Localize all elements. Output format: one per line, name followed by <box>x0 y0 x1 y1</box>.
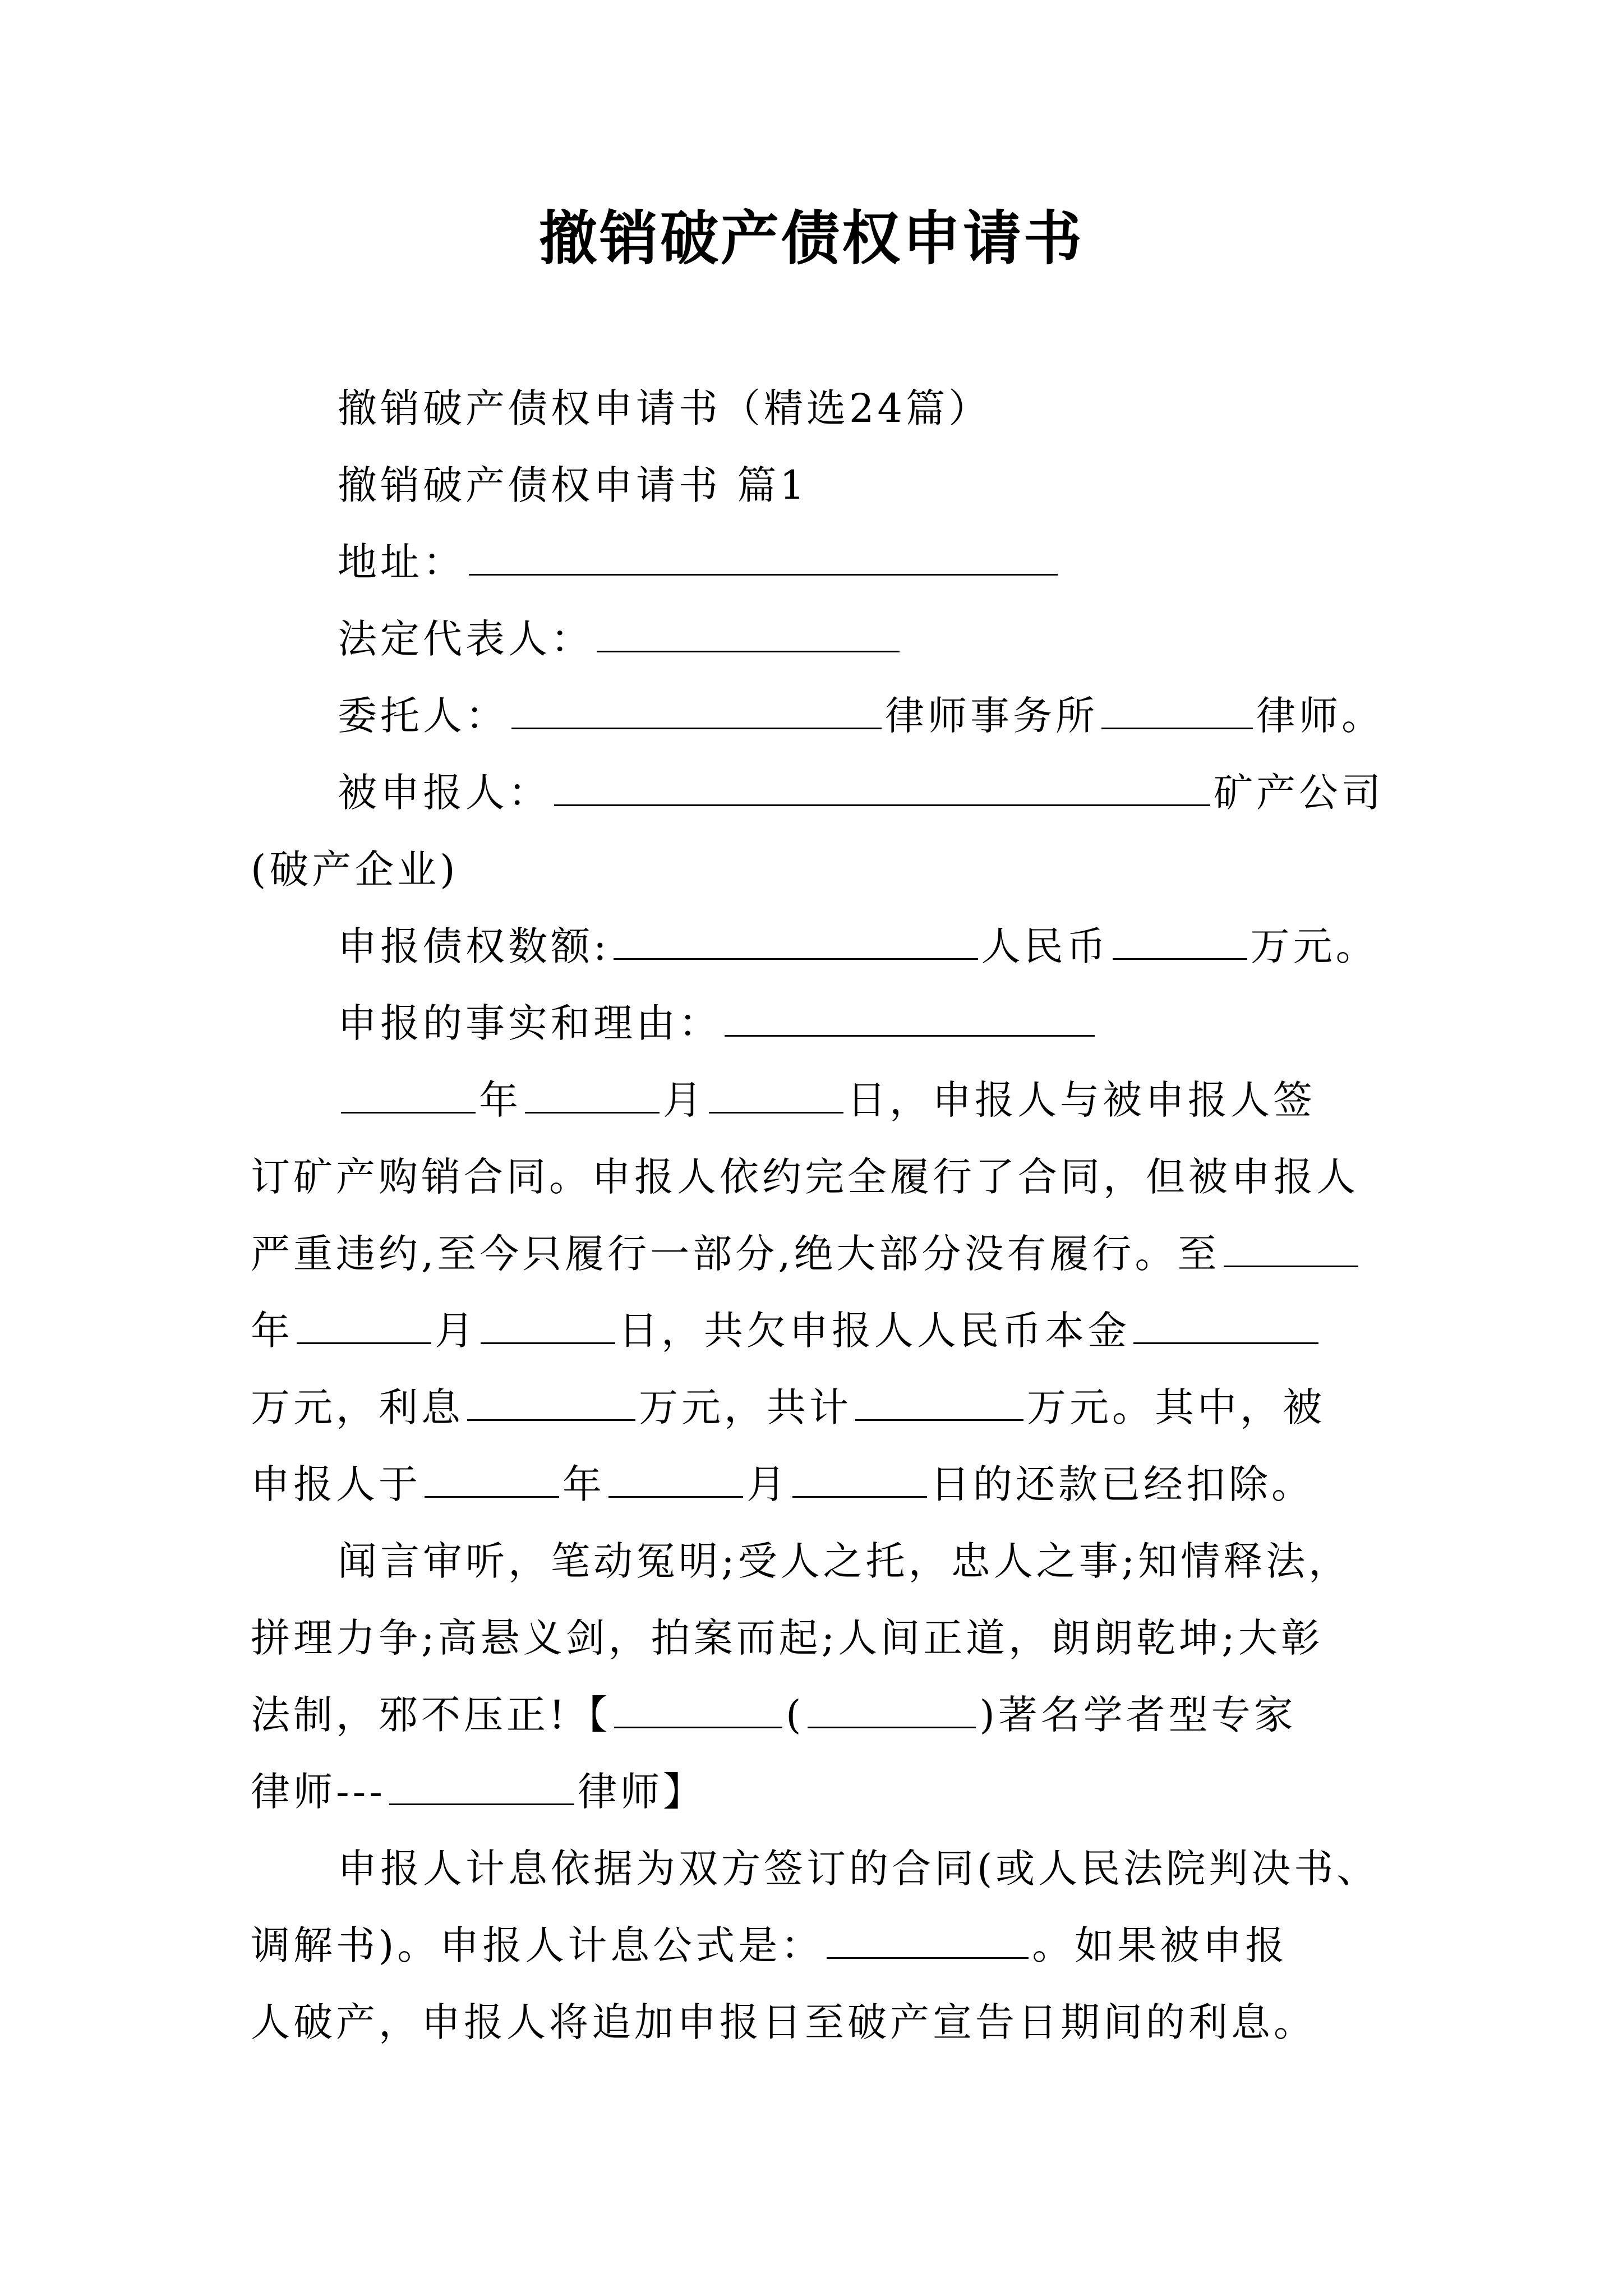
day-blank[interactable] <box>709 1083 843 1114</box>
month-label-2: 月 <box>435 1308 477 1354</box>
principal-blank[interactable] <box>1133 1313 1318 1344</box>
until-month-blank[interactable] <box>297 1313 431 1344</box>
slogan-line-1: 闻言审听，笔动冤明;受人之托，忠人之事;知情释法， <box>338 1538 1352 1584</box>
slogan-paren-open: ( <box>786 1692 805 1738</box>
month-label: 月 <box>663 1077 706 1123</box>
slogan-text-4a: 律师--- <box>251 1769 386 1815</box>
contract-text-3: 严重违约,至今只履行一部分,绝大部分没有履行。至 <box>251 1231 1220 1277</box>
month-blank[interactable] <box>525 1083 660 1114</box>
amount-blank[interactable] <box>614 929 978 960</box>
legal-rep-blank[interactable] <box>597 622 900 652</box>
lawyer-name-blank[interactable] <box>1101 698 1253 729</box>
year-label: 年 <box>479 1077 522 1123</box>
interest-text: 万元，利息 <box>251 1384 464 1430</box>
slogan-line-3 <box>251 1677 1378 1754</box>
subtitle: 撤销破产债权申请书（精选24篇） <box>338 385 992 431</box>
contract-line-3 <box>251 1216 1378 1292</box>
contract-text-1: 日，申报人与被申报人签 <box>847 1077 1316 1123</box>
amount-line <box>251 908 1378 985</box>
contract-line-2: 订矿产购销合同。申报人依约完全履行了合同，但被申报人 <box>251 1154 1359 1200</box>
slogan-text-4b: 律师】 <box>577 1769 706 1815</box>
document-body <box>251 370 1384 2061</box>
repayment-end-text: 日的还款已经扣除。 <box>930 1461 1314 1507</box>
year-label-2: 年 <box>251 1308 293 1354</box>
month-label-3: 月 <box>746 1461 789 1507</box>
repay-day-blank[interactable] <box>792 1467 927 1498</box>
year-blank[interactable] <box>341 1083 476 1114</box>
address-line <box>251 524 1378 601</box>
legal-rep-line <box>251 601 1378 678</box>
legal-rep-label: 法定代表人： <box>338 616 593 662</box>
respondent-blank[interactable] <box>554 775 1210 806</box>
facts-blank[interactable] <box>725 1006 1095 1037</box>
contract-line-5 <box>251 1369 1378 1446</box>
slogan-blank-2[interactable] <box>808 1697 976 1728</box>
formula-label: 调解书)。申报人计息公式是： <box>251 1922 824 1968</box>
slogan-text-3a: 法制，邪不压正!【 <box>251 1692 611 1738</box>
agent-name-blank[interactable] <box>511 698 882 729</box>
contract-line-1 <box>251 1062 1378 1139</box>
interest-line-3: 人破产，申报人将追加申报日至破产宣告日期间的利息。 <box>251 1999 1316 2045</box>
rmb-amount-blank[interactable] <box>1113 929 1247 960</box>
contract-line-6 <box>251 1446 1378 1523</box>
repay-year-blank[interactable] <box>425 1467 559 1498</box>
address-label: 地址： <box>338 539 465 585</box>
slogan-line-4 <box>251 1754 1378 1830</box>
respondent-note: (破产企业) <box>251 846 459 892</box>
document-title: 撤销破产债权申请书 <box>538 204 1084 273</box>
lawyer-label: 律师。 <box>1256 693 1384 739</box>
contract-text-5: 万元。其中，被 <box>1027 1384 1325 1430</box>
until-year-blank[interactable] <box>1224 1236 1358 1267</box>
agent-label: 委托人： <box>338 693 508 739</box>
repay-month-blank[interactable] <box>608 1467 743 1498</box>
facts-label: 申报的事实和理由： <box>338 1000 721 1046</box>
slogan-lawyer-blank[interactable] <box>389 1774 574 1805</box>
total-blank[interactable] <box>855 1390 1023 1421</box>
year-label-3: 年 <box>562 1461 605 1507</box>
respondent-company: 矿产公司 <box>1214 770 1384 816</box>
slogan-line-2: 拼理力争;高悬义剑，拍案而起;人间正道，朗朗乾坤;大彰 <box>251 1615 1324 1661</box>
amount-label: 申报债权数额: <box>338 923 610 969</box>
until-day-blank[interactable] <box>481 1313 615 1344</box>
slogan-blank-1[interactable] <box>614 1697 782 1728</box>
rmb-label: 人民币 <box>981 923 1109 969</box>
interest-blank[interactable] <box>467 1390 635 1421</box>
law-firm-label: 律师事务所 <box>885 693 1098 739</box>
contract-line-4 <box>251 1292 1378 1369</box>
amount-unit: 万元。 <box>1250 923 1378 969</box>
formula-blank[interactable] <box>827 1928 1029 1959</box>
respondent-line <box>251 754 1384 831</box>
address-blank[interactable] <box>469 545 1058 576</box>
principal-text: 日，共欠申报人人民币本金 <box>619 1308 1130 1354</box>
section-heading: 撤销破产债权申请书 篇1 <box>338 462 808 508</box>
respondent-label: 被申报人： <box>338 770 551 816</box>
facts-line <box>251 985 1378 1062</box>
interest-line-1: 申报人计息依据为双方签订的合同(或人民法院判决书、 <box>338 1846 1380 1892</box>
agent-line <box>251 678 1384 754</box>
total-text: 万元，共计 <box>639 1384 852 1430</box>
repayment-text: 申报人于 <box>251 1461 421 1507</box>
interest-text-2b: 。如果被申报 <box>1032 1922 1288 1968</box>
slogan-text-3c: )著名学者型专家 <box>979 1692 1297 1738</box>
interest-line-2 <box>251 1907 1378 1984</box>
